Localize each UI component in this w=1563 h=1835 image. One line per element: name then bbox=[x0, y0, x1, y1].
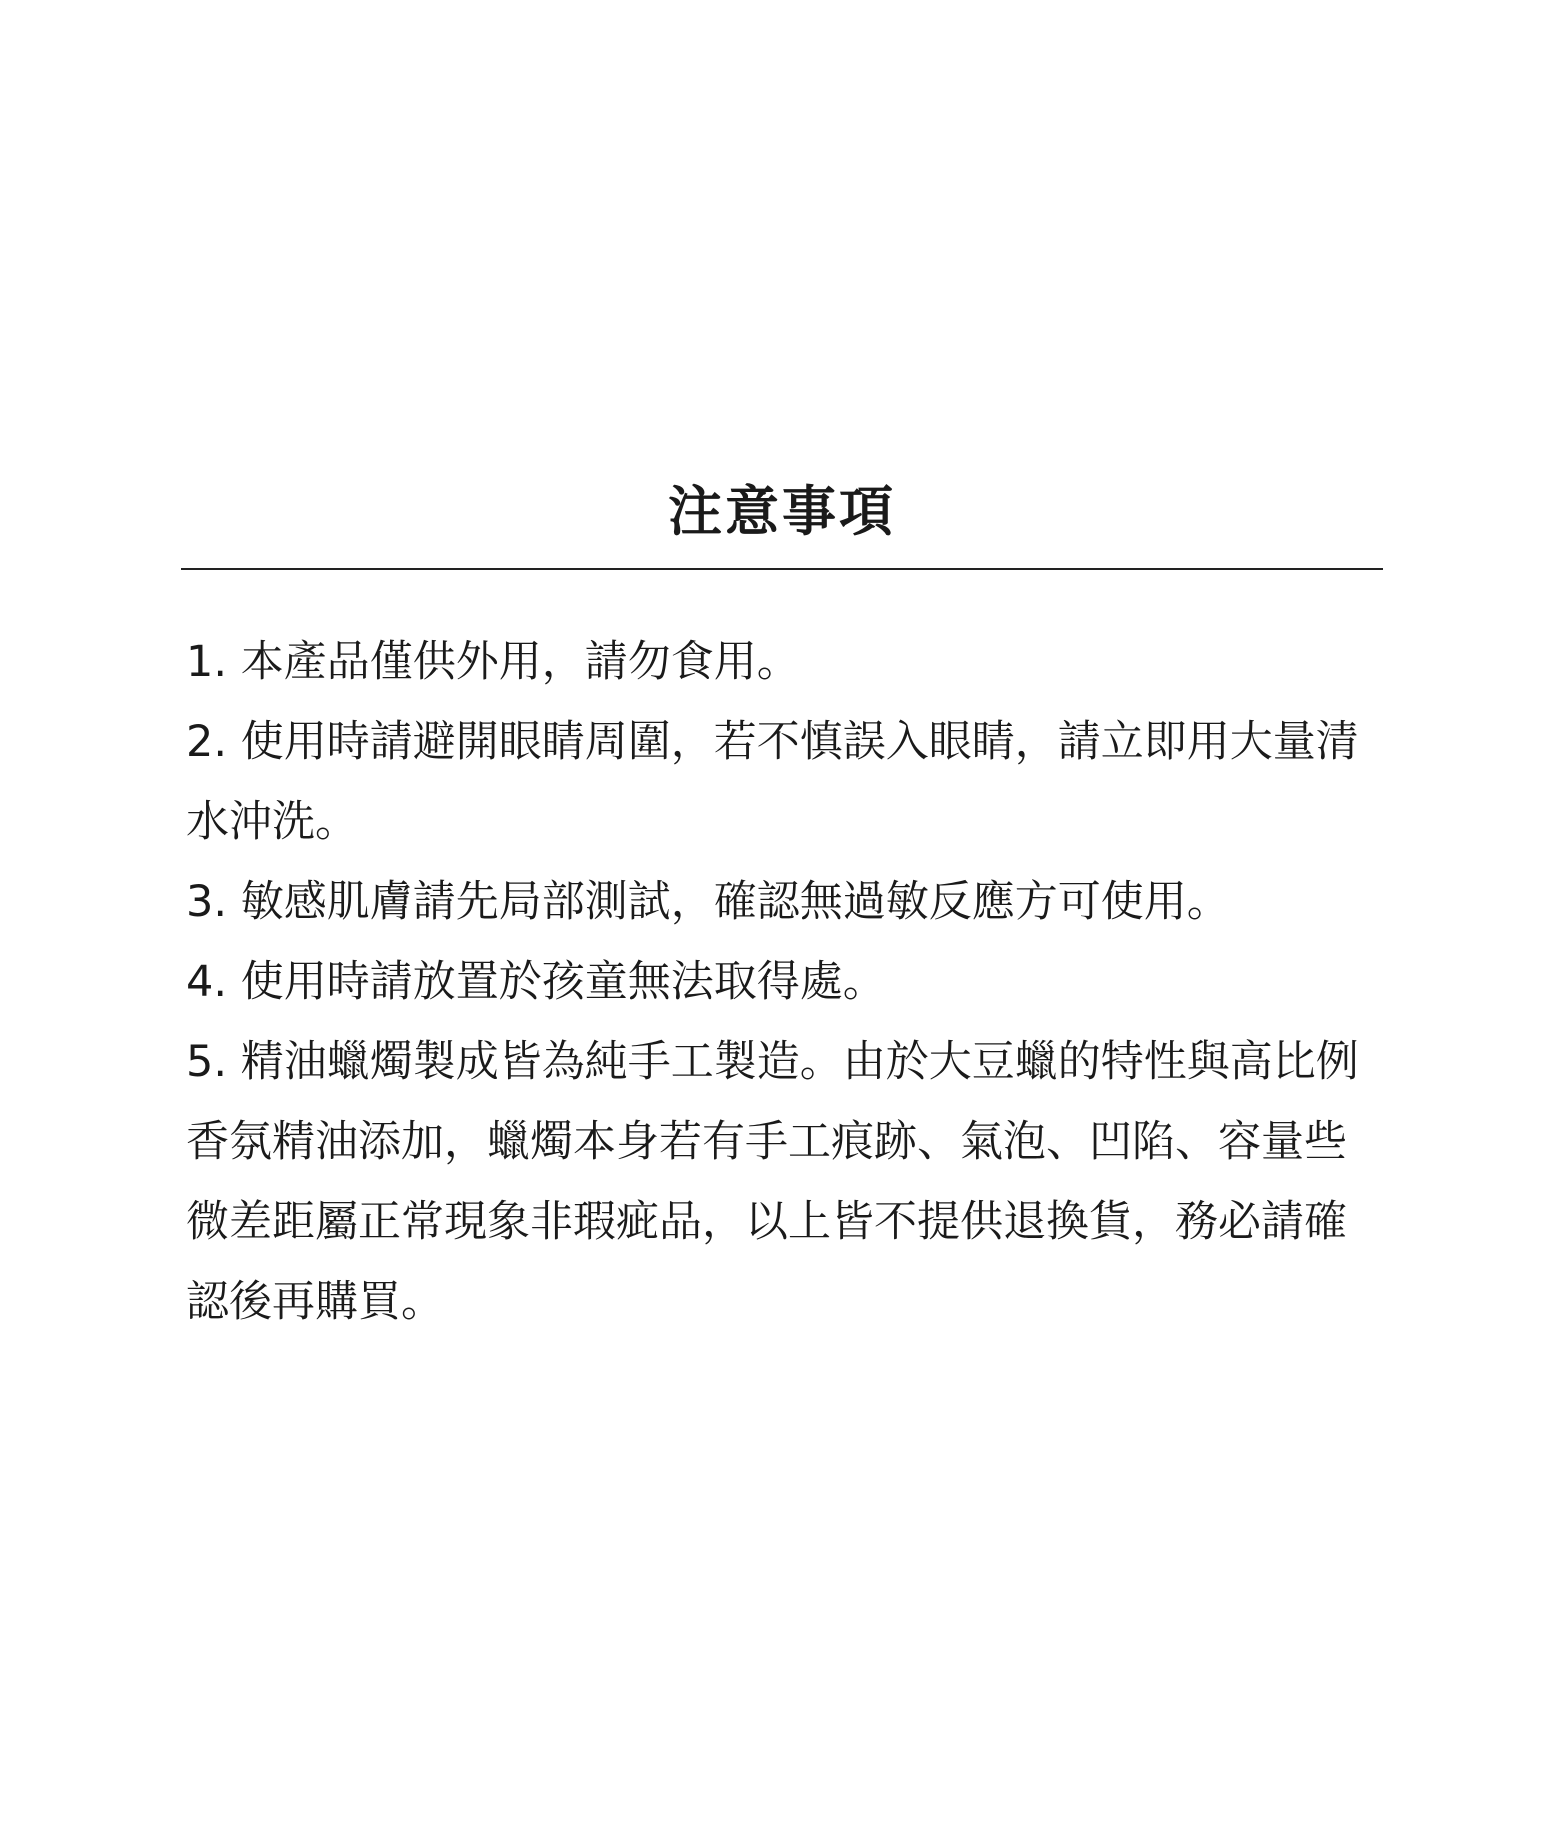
notice-title: 注意事項 bbox=[668, 480, 896, 543]
notice-list bbox=[186, 622, 1386, 1342]
notice-item-5: 5. 精油蠟燭製成皆為純手工製造。由於大豆蠟的特性與高比例香氛精油添加，蠟燭本身若有手工痕跡、氣泡、凹陷、容量些微差距屬正常現象非瑕疵品，以上皆不提供退換貨，務必請確認後再購買。 bbox=[186, 1037, 1359, 1327]
notice-item-4: 4. 使用時請放置於孩童無法取得處。 bbox=[186, 957, 886, 1007]
notice-item-3: 3. 敏感肌膚請先局部測試，確認無過敏反應方可使用。 bbox=[186, 877, 1230, 927]
notice-item-2: 2. 使用時請避開眼睛周圍，若不慎誤入眼睛，請立即用大量清水沖洗。 bbox=[186, 717, 1359, 847]
notice-section bbox=[181, 472, 1383, 1327]
notice-item-1: 1. 本產品僅供外用，請勿食用。 bbox=[186, 637, 800, 687]
title-divider bbox=[181, 568, 1383, 570]
